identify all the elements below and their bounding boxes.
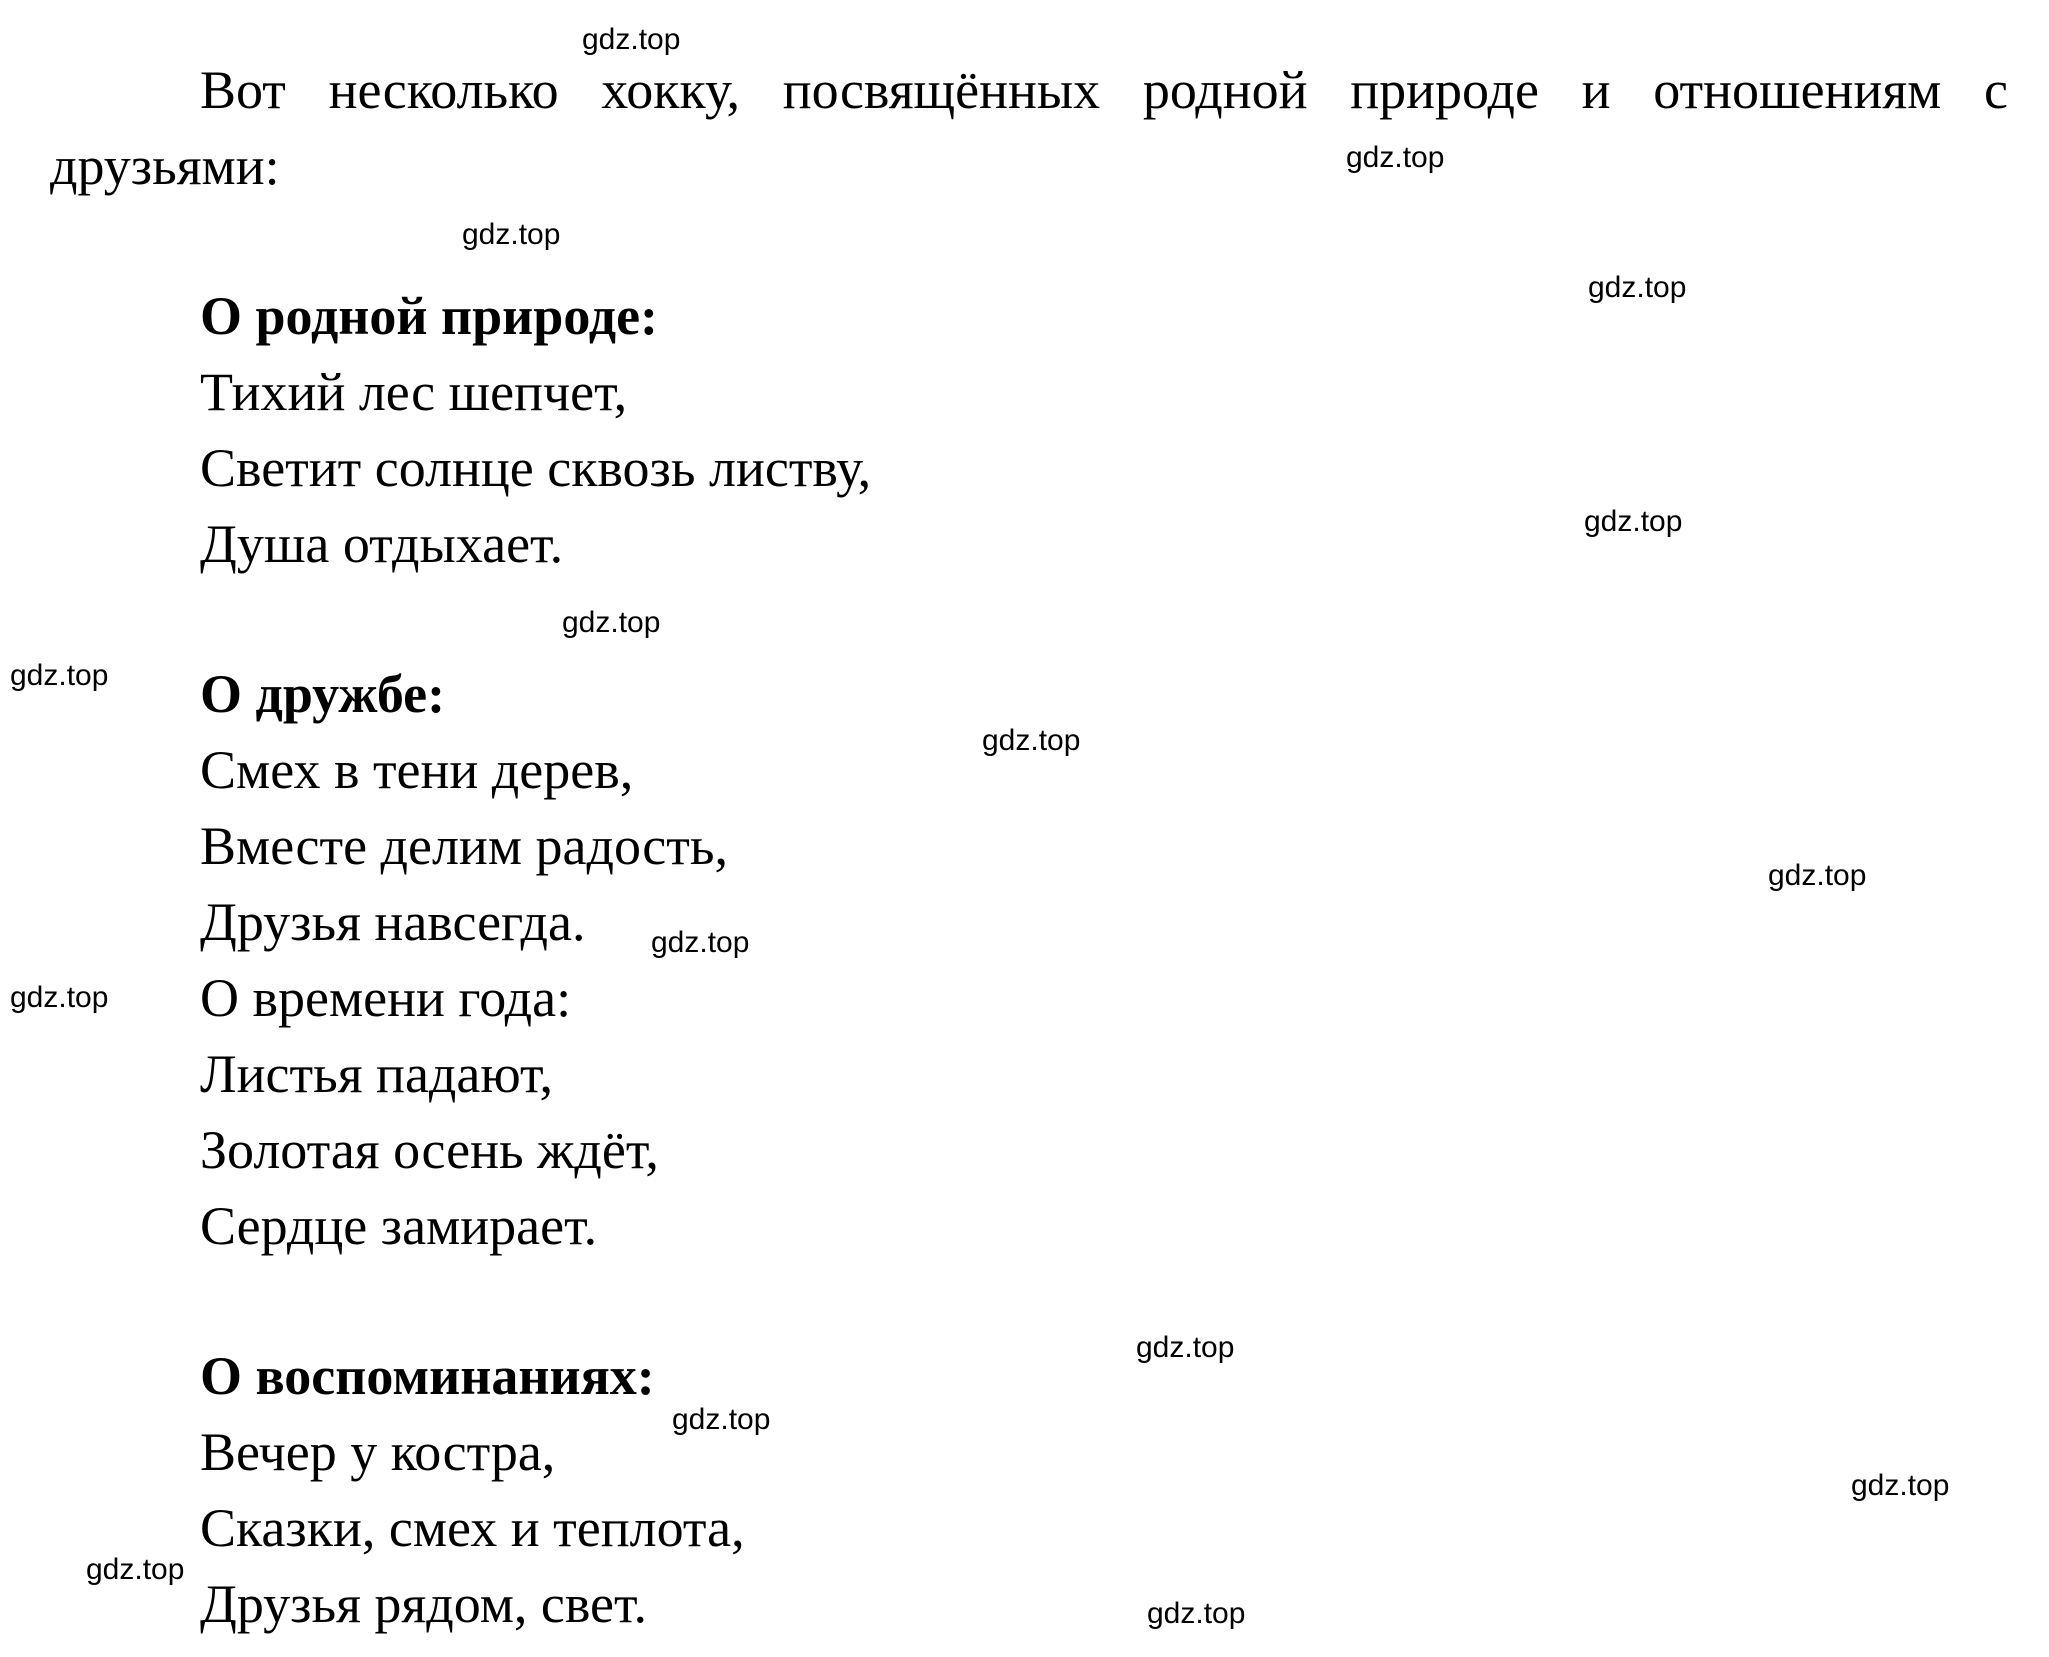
watermark: gdz.top xyxy=(1851,1469,1950,1502)
watermark: gdz.top xyxy=(1147,1597,1246,1630)
intro-paragraph: Вот несколько хокку, посвящённых родной природе и отношениям с друзьями: xyxy=(50,60,2008,196)
haiku-nature-line-2: Светит солнце сквозь листву, xyxy=(200,438,872,498)
heading-nature: О родной природе: xyxy=(200,286,659,346)
watermark: gdz.top xyxy=(651,926,750,959)
watermark: gdz.top xyxy=(1346,141,1445,174)
watermark: gdz.top xyxy=(1768,859,1867,892)
watermark: gdz.top xyxy=(672,1403,771,1436)
haiku-nature-line-3: Душа отдыхает. xyxy=(200,514,564,574)
watermark: gdz.top xyxy=(1588,271,1687,304)
haiku-nature-line-1: Тихий лес шепчет, xyxy=(200,362,628,422)
watermark: gdz.top xyxy=(1136,1331,1235,1364)
heading-memories: О воспоминаниях: xyxy=(200,1346,655,1406)
heading-season: О времени года: xyxy=(200,968,572,1028)
haiku-friendship-line-2: Вместе делим радость, xyxy=(200,816,728,876)
watermark: gdz.top xyxy=(10,981,109,1014)
haiku-memories-line-3: Друзья рядом, свет. xyxy=(200,1574,648,1634)
watermark: gdz.top xyxy=(10,659,109,692)
watermark: gdz.top xyxy=(1584,505,1683,538)
watermark: gdz.top xyxy=(462,218,561,251)
haiku-season-line-2: Золотая осень ждёт, xyxy=(200,1120,659,1180)
watermark: gdz.top xyxy=(86,1553,185,1586)
haiku-friendship-line-3: Друзья навсегда. xyxy=(200,892,586,952)
haiku-friendship-line-1: Смех в тени дерев, xyxy=(200,740,634,800)
haiku-memories-line-2: Сказки, смех и теплота, xyxy=(200,1498,745,1558)
haiku-memories-line-1: Вечер у костра, xyxy=(200,1422,556,1482)
heading-friendship: О дружбе: xyxy=(200,664,446,724)
haiku-season-line-1: Листья падают, xyxy=(200,1044,554,1104)
watermark: gdz.top xyxy=(562,606,661,639)
haiku-season-line-3: Сердце замирает. xyxy=(200,1196,598,1256)
watermark: gdz.top xyxy=(582,23,681,56)
watermark: gdz.top xyxy=(982,724,1081,757)
